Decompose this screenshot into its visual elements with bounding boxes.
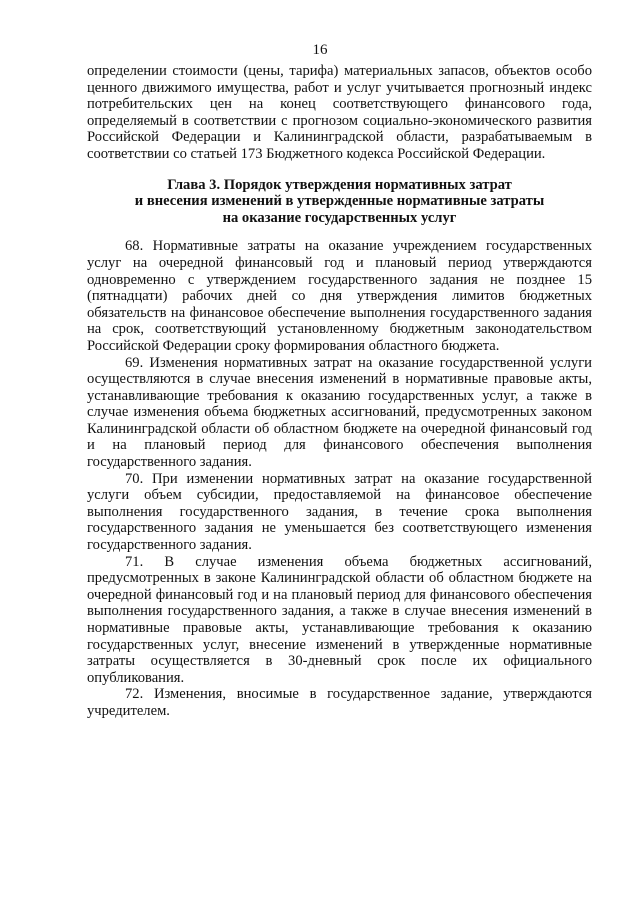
chapter-title-line-2: и внесения изменений в утвержденные нормативные затраты	[134, 193, 545, 210]
paragraph-68: 68. Нормативные затраты на оказание учреждением государственных услуг на очередной финансовый год и плановый период утверждаются одновременно с утверждением государственного задания не позднее 15 (пятнадцати) рабочих дней со дня утверждения лимитов бюджетных обязательств на финансовое обеспечение выполнения государственного задания на срок, соответствующий установленному бюджетным законодательством Российской Федерации сроку формирования областного бюджета.	[87, 238, 592, 354]
intro-paragraph: определении стоимости (цены, тарифа) материальных запасов, объектов особо ценного движимого имущества, работ и услуг учитывается прогнозный индекс потребительских цен на конец соответствующего финансового года, определяемый в соответствии с прогнозом социально-экономического развития Российской Федерации и Калининградской области, разрабатываемым в соответствии со статьей 173 Бюджетного кодекса Российской Федерации.	[87, 63, 592, 162]
chapter-title-line-3: на оказание государственных услуг	[222, 209, 457, 226]
document-body	[87, 63, 592, 720]
paragraph-69: 69. Изменения нормативных затрат на оказание государственной услуги осуществляются в случае внесения изменений в нормативные правовые акты, устанавливающие требования к оказанию государственных услуг, а также в случае изменения объема бюджетных ассигнований, предусмотренных законом Калининградской области об областном бюджете на очередной финансовый год и на плановый период для финансового обеспечения выполнения государственного задания.	[87, 354, 592, 471]
paragraph-70: 70. При изменении нормативных затрат на оказание государственной услуги объем субсидии, предоставляемой на финансовое обеспечение выполнения государственного задания, в течение срока выполнения государственного задания не уменьшается без соответствующего изменения государственного задания.	[87, 470, 592, 554]
paragraph-71: 71. В случае изменения объема бюджетных ассигнований, предусмотренных в законе Калининградской области об областном бюджете на очередной финансовый год и на плановый период для финансового обеспечения выполнения государственного задания, а также в случае внесения изменений в нормативные правовые акты, устанавливающие требования к оказанию государственных услуг, внесение изменений в утвержденные нормативные затраты осуществляется в 30-дневный срок после их официального опубликования.	[87, 553, 592, 686]
chapter-title-line-1: Глава 3. Порядок утверждения нормативных затрат	[167, 176, 512, 193]
chapter-title	[87, 177, 592, 227]
page-number: 16	[312, 42, 328, 58]
paragraph-72: 72. Изменения, вносимые в государственное задание, утверждаются учредителем.	[87, 686, 592, 719]
